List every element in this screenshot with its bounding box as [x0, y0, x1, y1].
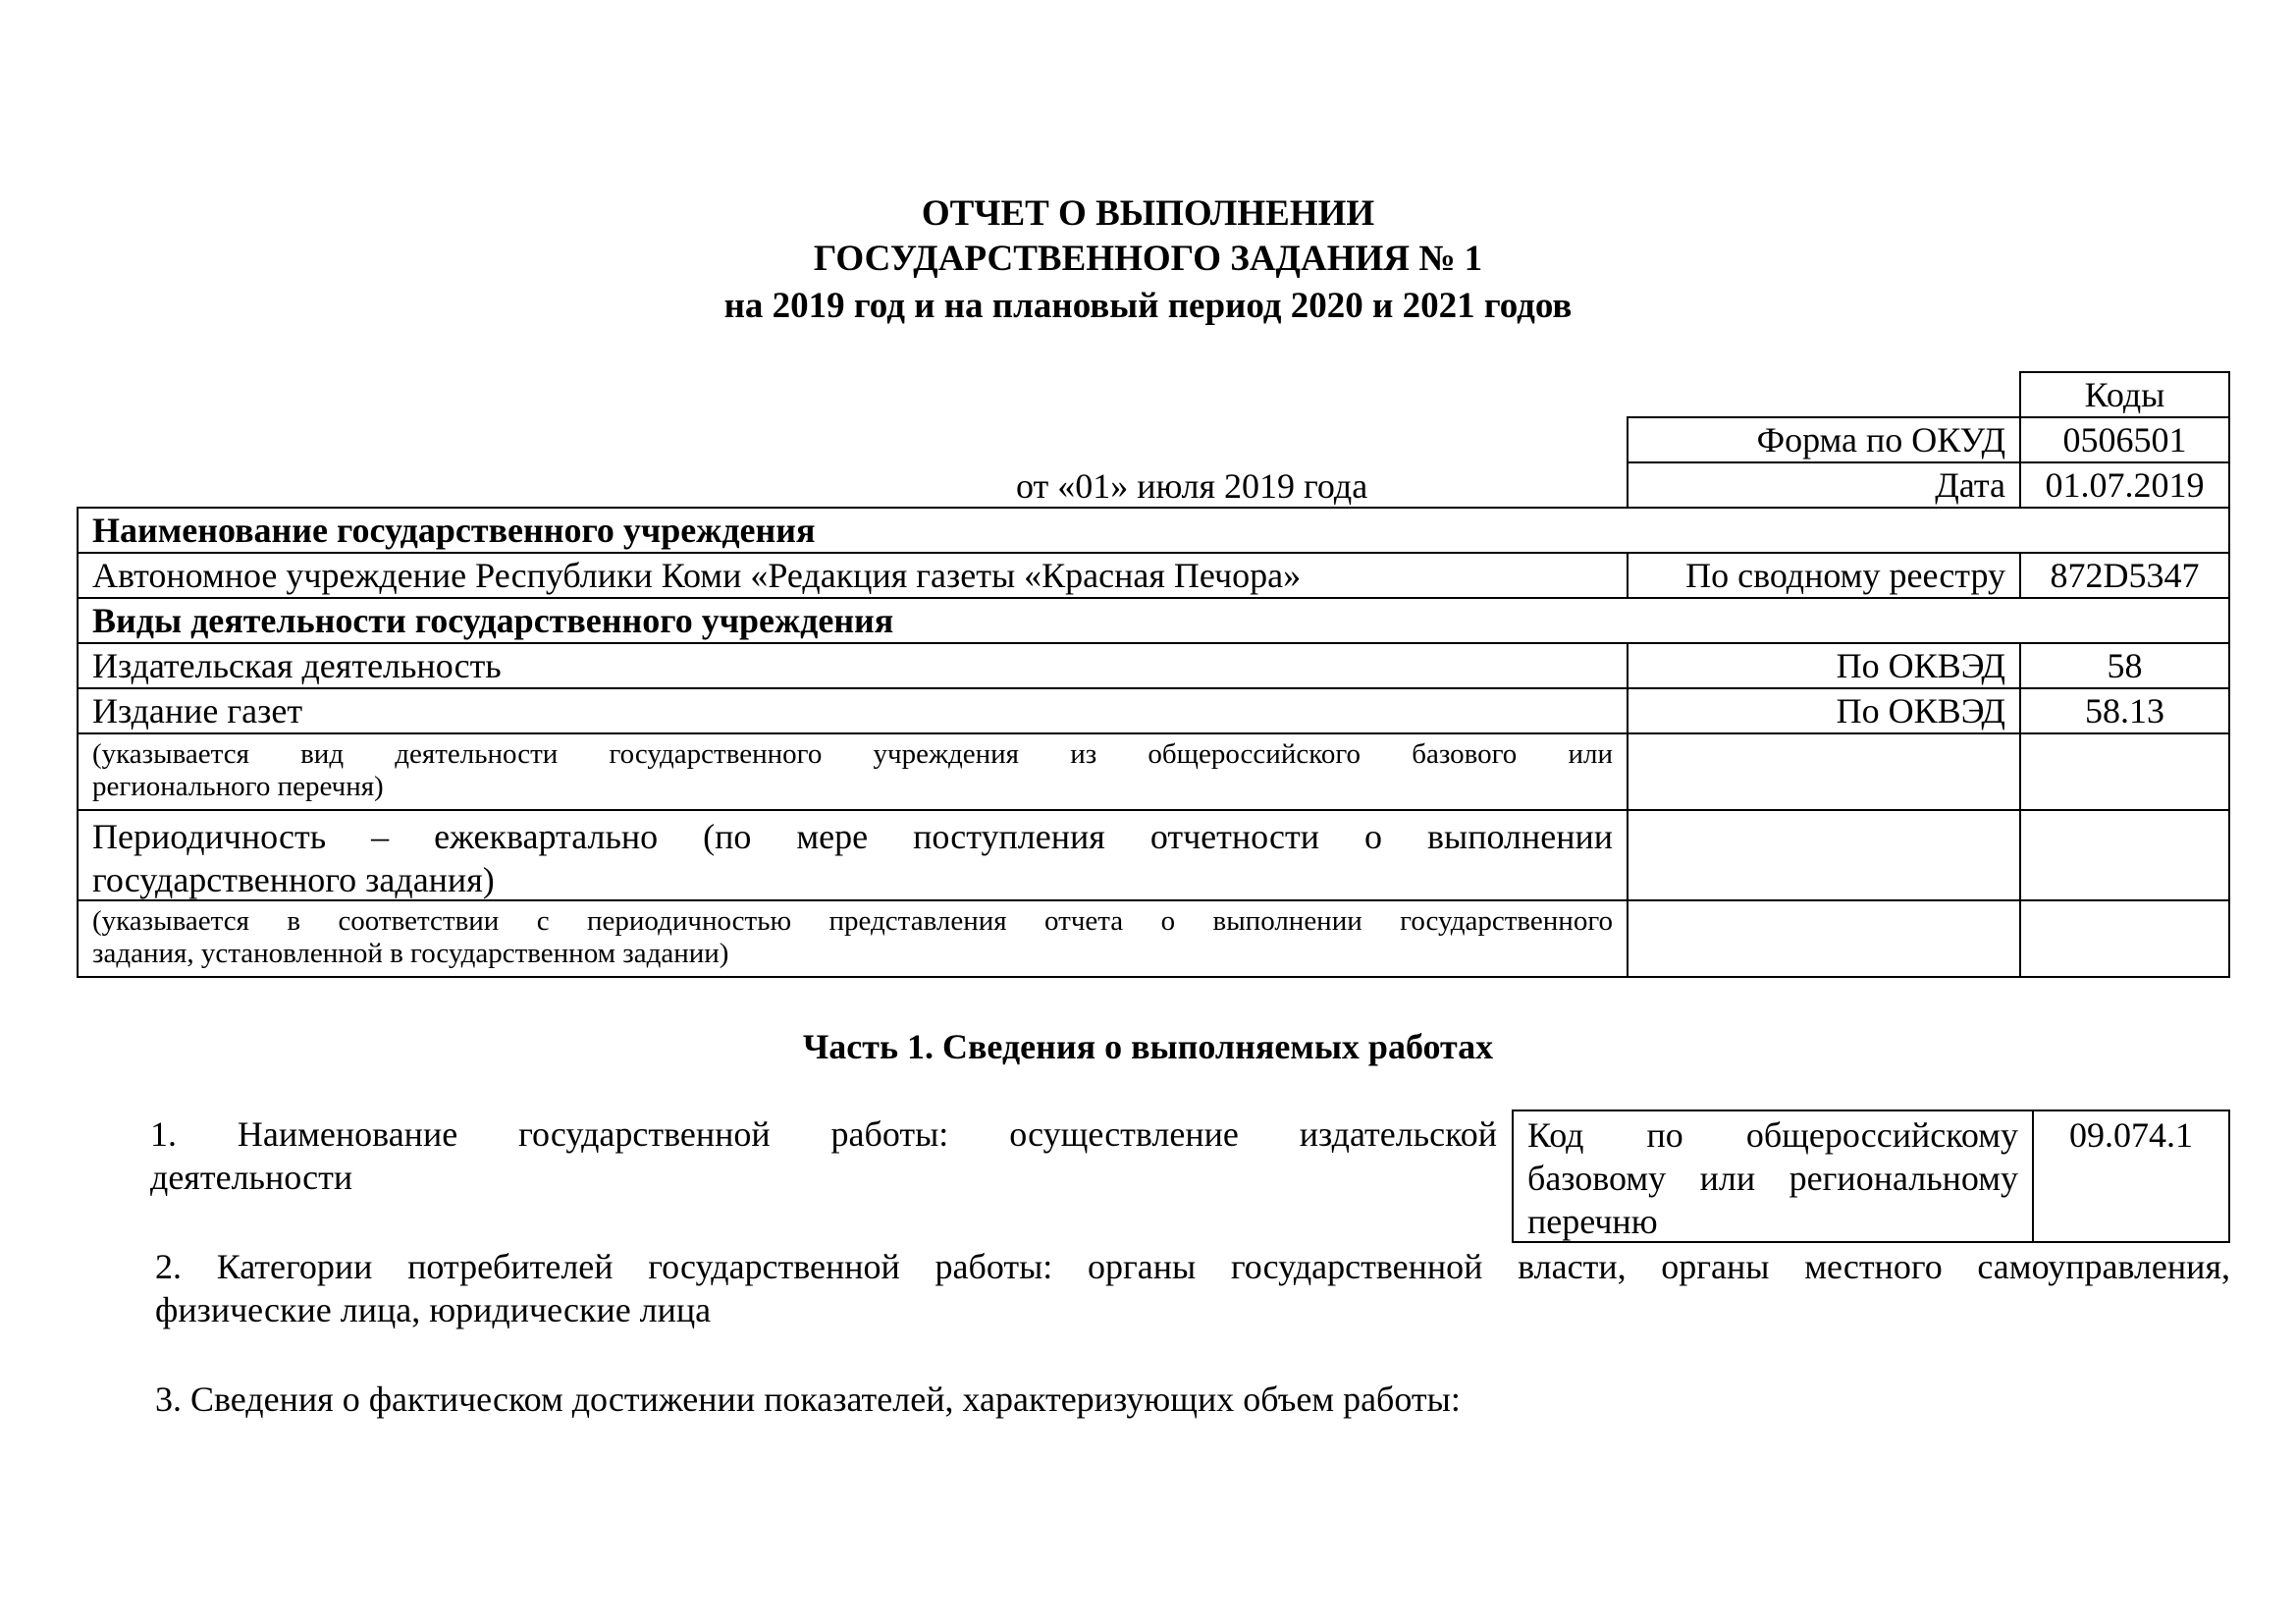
consumers-paragraph: 2. Категории потребителей государственной работы: органы государственной власти, органы местного самоуправления, физические лица, юридические лица [155, 1247, 2230, 1329]
date-label: Дата [1627, 461, 2021, 509]
institution-name: Автономное учреждение Республики Коми «Редакция газеты «Красная Печора» [77, 552, 1629, 599]
periodicity: Периодичность – ежеквартально (по мере поступления отчетности о выполнении государственного задания) [77, 809, 1629, 901]
okud-value: 0506501 [2019, 416, 2230, 463]
codes-header: Коды [2019, 371, 2230, 418]
report-title-line-3: на 2019 год и на плановый период 2020 и 2021 годов [723, 286, 1573, 326]
registry-code-value: 09.074.1 [2032, 1110, 2230, 1243]
periodicity-empty-code [2019, 809, 2230, 901]
okud-label: Форма по ОКУД [1627, 416, 2021, 463]
periodicity-note-empty-code [2019, 899, 2230, 978]
activity-name-1: Издательская деятельность [77, 642, 1629, 689]
periodicity-note: (указывается в соответствии с периодичностью представления отчета о выполнении государственного задания, установленной в государственном задании) [77, 899, 1629, 978]
activity-note-empty-code [2019, 732, 2230, 811]
activity-okved-label-1: По ОКВЭД [1627, 642, 2021, 689]
activity-note-empty-label [1627, 732, 2021, 811]
activity-okved-code-1: 58 [2019, 642, 2230, 689]
report-title-line-2: ГОСУДАРСТВЕННОГО ЗАДАНИЯ № 1 [813, 239, 1483, 279]
activities-heading: Виды деятельности государственного учреждения [77, 597, 2230, 644]
registry-code-label: Код по общероссийскому базовому или региональному перечню [1512, 1110, 2034, 1243]
report-title-line-1: ОТЧЕТ О ВЫПОЛНЕНИИ [921, 193, 1375, 234]
part1-title: Часть 1. Сведения о выполняемых работах [802, 1027, 1494, 1066]
activity-okved-label-2: По ОКВЭД [1627, 687, 2021, 734]
activity-note: (указывается вид деятельности государственного учреждения из общероссийского базового или регионального перечня) [77, 732, 1629, 811]
periodicity-note-empty-label [1627, 899, 2021, 978]
work-name-paragraph: 1. Наименование государственной работы: осуществление издательской деятельности [150, 1114, 1497, 1197]
report-date-text: от «01» июля 2019 года [1016, 466, 1368, 506]
volume-indicators-paragraph: 3. Сведения о фактическом достижении показателей, характеризующих объем работы: [155, 1380, 1461, 1419]
date-value: 01.07.2019 [2019, 461, 2230, 509]
registry-value: 872D5347 [2019, 552, 2230, 599]
periodicity-empty-label [1627, 809, 2021, 901]
registry-label: По сводному реестру [1627, 552, 2021, 599]
institution-heading: Наименование государственного учреждения [77, 507, 2230, 554]
activity-okved-code-2: 58.13 [2019, 687, 2230, 734]
activity-name-2: Издание газет [77, 687, 1629, 734]
